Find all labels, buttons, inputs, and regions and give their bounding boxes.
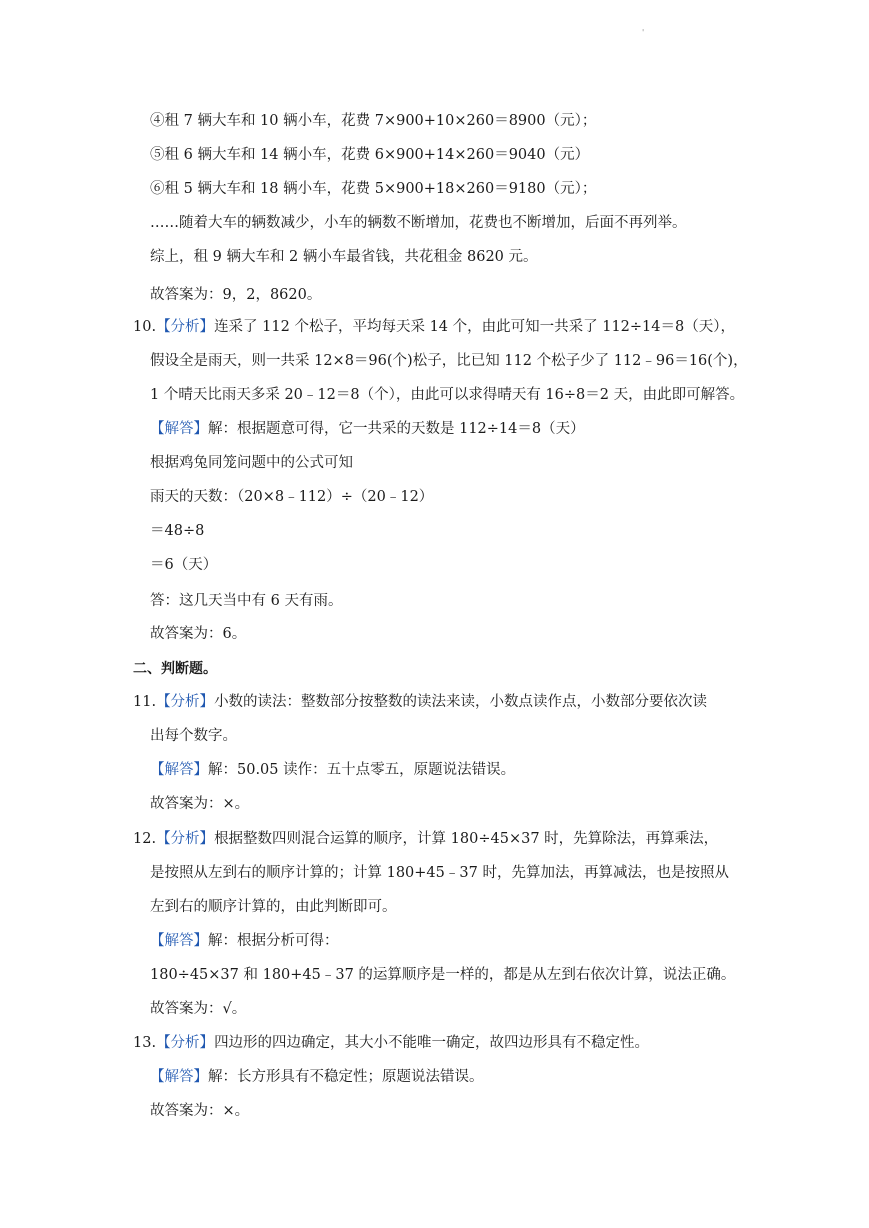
page-mark: ': [642, 28, 645, 37]
line-text: 左到右的顺序计算的，由此判断即可。: [150, 899, 397, 915]
text-line: [150, 591, 342, 611]
section-heading: 二、判断题。: [133, 661, 217, 677]
line-text: 出每个数字。: [150, 728, 237, 744]
analysis-tag: 【分析】: [156, 1035, 215, 1051]
question-number: 10.: [133, 319, 157, 335]
line-text: 解：根据分析可得：: [208, 933, 339, 949]
text-line: [150, 111, 596, 131]
line-text: 180÷45×37 和 180+45﹣37 的运算顺序是一样的，都是从左到右依次计算，说法正确。: [150, 967, 736, 983]
text-line: [150, 965, 735, 985]
text-line: [150, 145, 589, 165]
line-text: 根据整数四则混合运算的顺序，计算 180÷45×37 时，先算除法，再算乘法，: [214, 831, 719, 847]
line-text: 解：长方形具有不稳定性；原题说法错误。: [208, 1069, 484, 1085]
answer-line: [150, 931, 339, 951]
line-text: 故答案为：×。: [150, 796, 250, 812]
line-text: 解：根据题意可得，它一共采的天数是 112÷14＝8（天）: [208, 421, 585, 437]
answer-tag: 【解答】: [150, 421, 208, 437]
answer-line: [150, 419, 585, 439]
question-line: [133, 1033, 649, 1053]
line-text: 综上，租 9 辆大车和 2 辆小车最省钱，共花租金 8620 元。: [150, 249, 538, 265]
text-line: [150, 555, 217, 575]
line-text: ④租 7 辆大车和 10 辆小车，花费 7×900+10×260＝8900（元）；: [150, 113, 597, 129]
line-text: 故答案为：9，2，8620。: [150, 287, 322, 303]
line-text: 小数的读法：整数部分按整数的读法来读，小数点读作点，小数部分要依次读: [214, 694, 708, 710]
analysis-tag: 【分析】: [156, 319, 215, 335]
line-text: 1 个晴天比雨天多采 20﹣12＝8（个），由此可以求得晴天有 16÷8＝2 天，由此即可解答。: [150, 387, 745, 403]
line-text: 故答案为：6。: [150, 626, 247, 642]
analysis-tag: 【分析】: [156, 694, 215, 710]
text-line: [150, 213, 687, 233]
line-text: ＝6（天）: [150, 557, 218, 573]
line-text: 答：这几天当中有 6 天有雨。: [150, 593, 343, 609]
line-text: ……随着大车的辆数减少，小车的辆数不断增加，花费也不断增加，后面不再列举。: [150, 215, 687, 231]
text-line: [150, 726, 237, 746]
line-text: ⑤租 6 辆大车和 14 辆小车，花费 6×900+14×260＝9040（元）: [150, 147, 590, 163]
line-text: 故答案为：×。: [150, 1103, 250, 1119]
line-text: 解：50.05 读作：五十点零五，原题说法错误。: [208, 762, 516, 778]
text-line: [150, 487, 433, 507]
line-text: 是按照从左到右的顺序计算的；计算 180+45﹣37 时，先算加法，再算减法，也是按照从: [150, 865, 729, 881]
line-text: 四边形的四边确定，其大小不能唯一确定，故四边形具有不稳定性。: [214, 1035, 650, 1051]
line-text: 雨天的天数：（20×8﹣112）÷（20﹣12）: [150, 489, 434, 505]
analysis-tag: 【分析】: [156, 831, 215, 847]
question-number: 13.: [133, 1035, 157, 1051]
text-line: [150, 897, 397, 917]
text-line: [150, 179, 596, 199]
question-line: [133, 317, 735, 337]
answer-line: [150, 1067, 484, 1087]
text-line: [150, 521, 204, 541]
line-text: 连采了 112 个松子，平均每天采 14 个，由此可知一共采了 112÷14＝8（天），: [214, 319, 735, 335]
text-line: [150, 1101, 249, 1121]
answer-line: [150, 760, 515, 780]
question-line: [133, 829, 718, 849]
line-text: 假设全是雨天，则一共采 12×8＝96(个)松子，比已知 112 个松子少了 112﹣96＝16(个)，: [150, 353, 748, 369]
line-text: 故答案为：√。: [150, 1001, 247, 1017]
text-line: [150, 624, 246, 644]
answer-tag: 【解答】: [150, 1069, 208, 1085]
text-line: [150, 453, 353, 473]
text-line: [150, 385, 744, 405]
text-line: [150, 999, 246, 1019]
line-text: ＝48÷8: [150, 523, 205, 539]
line-text: 根据鸡兔同笼问题中的公式可知: [150, 455, 353, 471]
line-text: ⑥租 5 辆大车和 18 辆小车，花费 5×900+18×260＝9180（元）；: [150, 181, 597, 197]
text-line: [150, 794, 249, 814]
answer-tag: 【解答】: [150, 933, 208, 949]
question-number: 12.: [133, 831, 157, 847]
text-line: [150, 351, 748, 371]
text-line: [150, 285, 321, 305]
question-line: [133, 692, 707, 712]
text-line: [150, 863, 729, 883]
text-line: [150, 247, 538, 267]
question-number: 11.: [133, 694, 157, 710]
answer-tag: 【解答】: [150, 762, 208, 778]
